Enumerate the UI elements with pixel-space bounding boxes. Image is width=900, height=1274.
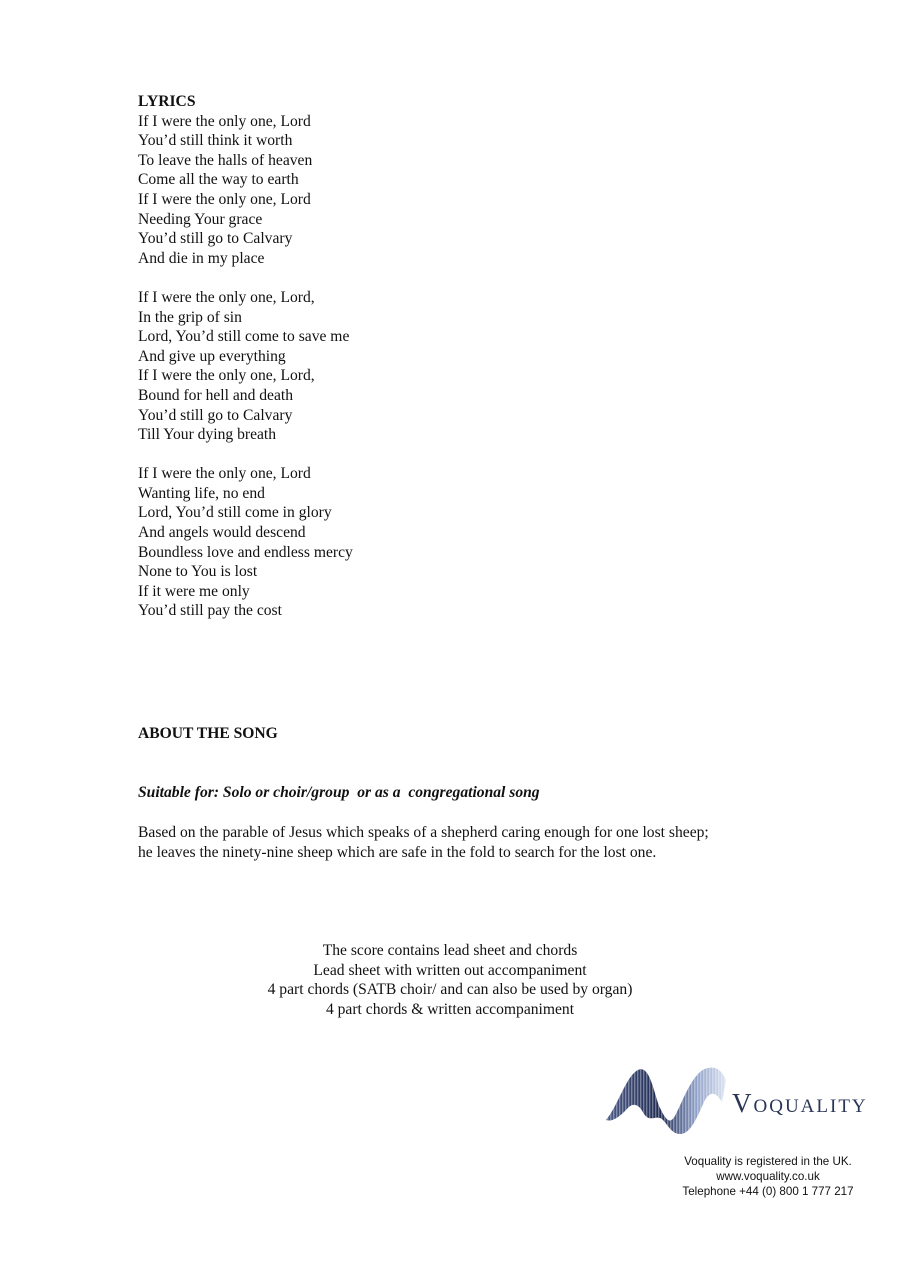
lyric-line: And die in my place [138,249,265,267]
lyric-line: You’d still pay the cost [138,602,282,620]
stanza-2 [138,288,353,445]
lyric-line: If I were the only one, Lord, [138,288,315,306]
stanza-3 [138,464,353,621]
lyric-line: You’d still go to Calvary [138,230,293,248]
lyric-line: And angels would descend [138,524,306,542]
lyric-line: In the grip of sin [138,308,242,326]
lyric-line: If I were the only one, Lord [138,112,311,130]
suitable-for: Suitable for: Solo or choir/group or as a congregational song [138,784,540,801]
score-line: 4 part chords (SATB choir/ and can also be used by organ) [267,981,633,999]
lyric-line: If it were me only [138,582,250,600]
brand-initial: V [732,1088,754,1118]
contact-info [640,1154,896,1199]
lyric-line: If I were the only one, Lord [138,465,311,483]
song-description [138,823,709,862]
voquality-logo [604,1062,868,1138]
lyric-line: If I were the only one, Lord, [138,367,315,385]
about-heading: ABOUT THE SONG [138,725,278,742]
description-line: Based on the parable of Jesus which speaks of a shepherd caring enough for one lost sheep; [138,824,709,841]
lyric-line: You’d still go to Calvary [138,406,293,424]
lyric-line: Come all the way to earth [138,171,299,189]
lyric-line: Wanting life, no end [138,484,265,502]
telephone-text: Telephone +44 (0) 800 1 777 217 [682,1185,854,1198]
lyric-line: Needing Your grace [138,210,263,228]
score-line: The score contains lead sheet and chords [322,942,578,959]
lyric-line: Boundless love and endless mercy [138,543,353,561]
lyrics-heading: LYRICS [138,93,196,110]
lyric-line: Till Your dying breath [138,426,277,444]
lyric-line: And give up everything [138,347,286,365]
lyric-line: Lord, You’d still come to save me [138,328,350,346]
brand-name [732,1088,868,1119]
stanza-1 [138,112,353,269]
lyric-line: You’d still think it worth [138,132,293,150]
lyric-line: To leave the halls of heaven [138,151,313,169]
description-line: he leaves the ninety-nine sheep which are safe in the fold to search for the lost one. [138,843,657,861]
lyrics-section [138,92,353,621]
lyric-line: None to You is lost [138,563,258,581]
lyric-line: Bound for hell and death [138,386,294,404]
brand-rest: OQUALITY [753,1096,868,1117]
lyric-line: Lord, You’d still come in glory [138,504,332,522]
score-line: Lead sheet with written out accompaniment [313,961,587,979]
website-text: www.voquality.co.uk [716,1170,820,1183]
registration-text: Voquality is registered in the UK. [684,1155,852,1168]
lyric-line: If I were the only one, Lord [138,190,311,208]
score-contents [0,941,900,1019]
score-line: 4 part chords & written accompaniment [325,1000,575,1018]
wave-logo-icon [604,1062,728,1138]
